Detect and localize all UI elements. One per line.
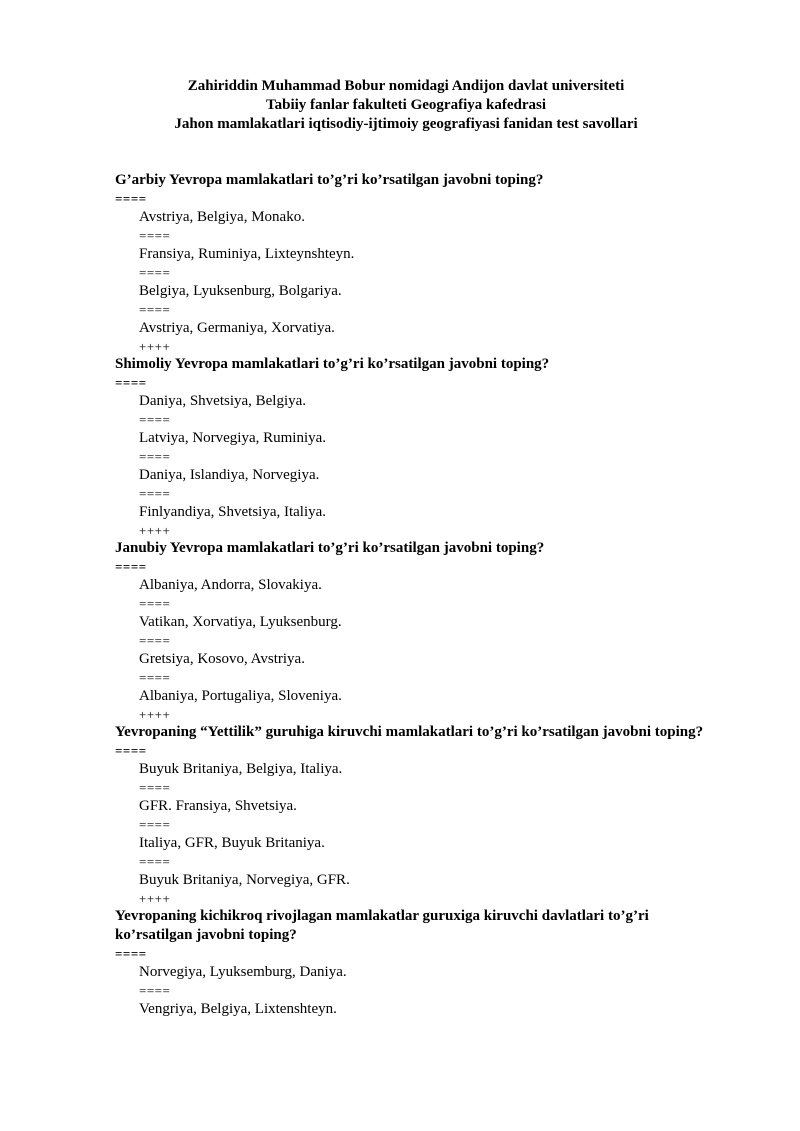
test-title: Jahon mamlakatlari iqtisodiy-ijtimoiy geografiyasi fanidan test savollari — [174, 116, 638, 132]
question-end-marker: ++++ — [139, 707, 171, 722]
answer-option: Gretsiya, Kosovo, Avstriya. — [139, 651, 305, 667]
question-end-marker: ++++ — [139, 339, 171, 354]
answer-option: Albaniya, Portugaliya, Sloveniya. — [139, 688, 342, 704]
option-separator: ==== — [139, 670, 171, 685]
question-separator: ==== — [115, 375, 147, 390]
university-title: Zahiriddin Muhammad Bobur nomidagi Andijon davlat universiteti — [187, 78, 625, 94]
answer-option: Avstriya, Belgiya, Monako. — [139, 209, 305, 225]
answer-option: Daniya, Islandiya, Norvegiya. — [139, 467, 320, 483]
option-separator: ==== — [139, 817, 171, 832]
question-text: Janubiy Yevropa mamlakatlari to’g’ri ko’rsatilgan javobni toping? — [115, 540, 545, 556]
option-separator: ==== — [139, 265, 171, 280]
question-separator: ==== — [115, 559, 147, 574]
answer-option: Norvegiya, Lyuksemburg, Daniya. — [139, 964, 347, 980]
option-separator: ==== — [139, 486, 171, 501]
option-separator: ==== — [139, 633, 171, 648]
faculty-title: Tabiiy fanlar fakulteti Geografiya kafedrasi — [265, 97, 546, 113]
question-text: Yevropaning “Yettilik” guruhiga kiruvchi mamlakatlari to’g’ri ko’rsatilgan javobni toping? — [115, 724, 704, 740]
question-text: Shimoliy Yevropa mamlakatlari to’g’ri ko’rsatilgan javobni toping? — [115, 356, 550, 372]
question-text: G’arbiy Yevropa mamlakatlari to’g’ri ko’rsatilgan javobni toping? — [115, 172, 544, 188]
question-separator: ==== — [115, 191, 147, 206]
answer-option: Belgiya, Lyuksenburg, Bolgariya. — [139, 283, 342, 299]
option-separator: ==== — [139, 780, 171, 795]
answer-option: Vengriya, Belgiya, Lixtenshteyn. — [139, 1001, 337, 1017]
option-separator: ==== — [139, 228, 171, 243]
answer-option: Albaniya, Andorra, Slovakiya. — [139, 577, 322, 593]
option-separator: ==== — [139, 596, 171, 611]
question-separator: ==== — [115, 946, 147, 961]
question-end-marker: ++++ — [139, 523, 171, 538]
question-text: Yevropaning kichikroq rivojlagan mamlakatlar guruxiga kiruvchi davlatlari to’g’ri ko’rsatilgan javobni toping? — [115, 908, 649, 943]
questions-list — [115, 171, 715, 1020]
answer-option: Fransiya, Ruminiya, Lixteynshteyn. — [139, 246, 355, 262]
option-separator: ==== — [139, 449, 171, 464]
option-separator: ==== — [139, 412, 171, 427]
answer-option: Vatikan, Xorvatiya, Lyuksenburg. — [139, 614, 342, 630]
answer-option: GFR. Fransiya, Shvetsiya. — [139, 798, 297, 814]
document-header — [110, 77, 702, 134]
answer-option: Buyuk Britaniya, Belgiya, Italiya. — [139, 761, 343, 777]
question-separator: ==== — [115, 743, 147, 758]
answer-option: Daniya, Shvetsiya, Belgiya. — [139, 393, 307, 409]
option-separator: ==== — [139, 983, 171, 998]
answer-option: Finlyandiya, Shvetsiya, Italiya. — [139, 504, 327, 520]
question-end-marker: ++++ — [139, 891, 171, 906]
option-separator: ==== — [139, 854, 171, 869]
answer-option: Buyuk Britaniya, Norvegiya, GFR. — [139, 872, 350, 888]
answer-option: Latviya, Norvegiya, Ruminiya. — [139, 430, 327, 446]
answer-option: Italiya, GFR, Buyuk Britaniya. — [139, 835, 325, 851]
answer-option: Avstriya, Germaniya, Xorvatiya. — [139, 320, 335, 336]
option-separator: ==== — [139, 302, 171, 317]
